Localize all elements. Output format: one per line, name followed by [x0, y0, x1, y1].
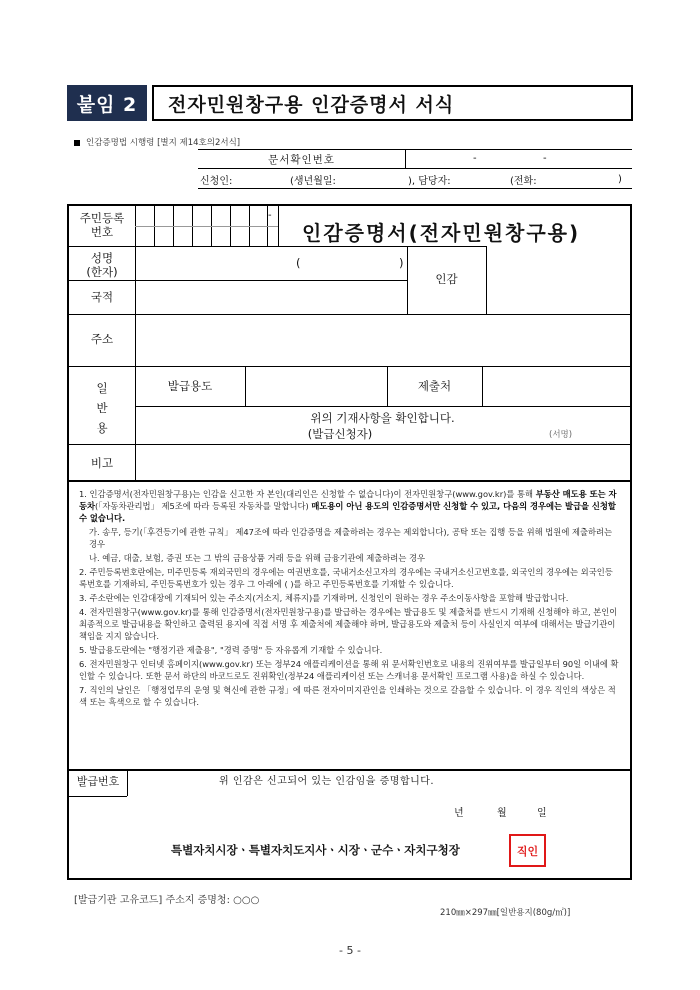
certification-section: [67, 770, 632, 880]
nationality-label: 국적: [90, 290, 114, 304]
note-4: 4. 전자민원창구(www.gov.kr)를 통해 인감증명서(전자민원창구용)를 발급하는 경우에는 발급용도 및 제출처를 반드시 기재해 신청해야 하고, 본인이 최종적으로 발급내용을 확인하고 출력된 용지에 직접 서명 후 제출처에 제출해야 하며, 발급용도와 제출처 등이 사실인지 여부에 대해서는 발급기관이 책임을 지지 않습니다.: [79, 607, 618, 642]
staff-label: ), 담당자:: [408, 175, 451, 187]
certificate-form: [67, 204, 632, 482]
general-use-label: 일 반 용: [96, 381, 108, 436]
birth-label: (생년월일:: [290, 175, 336, 187]
note-1-na: 나. 예금, 대출, 보험, 증권 또는 그 밖의 금융상품 거래 등을 위해 금융기관에 제출하려는 경우: [89, 553, 426, 564]
doc-confirm-box: [198, 149, 632, 189]
certificate-title: 인감증명서(전자민원창구용): [302, 221, 581, 245]
note-3: 3. 주소란에는 인감대장에 기재되어 있는 주소지(거소지, 체류지)를 기재하며, 신청인이 원하는 경우 주소이동사항을 포함해 발급합니다.: [79, 593, 569, 604]
issue-number-label: 발급번호: [76, 775, 120, 788]
purpose-label: 발급용도: [167, 379, 213, 393]
name-paren-close: ): [399, 256, 404, 270]
agency-code: [발급기관 고유코드] 주소지 증명청: ○○○: [74, 895, 260, 906]
applicant-row: [198, 169, 632, 189]
note-1-text-b: (「자동차관리법」 제5조에 따라 등록된 자동차를 말합니다): [95, 501, 312, 512]
remarks-label: 비고: [90, 456, 114, 470]
note-1: [79, 488, 620, 524]
resident-number-label: 주민등록 번호: [79, 211, 125, 240]
doc-number-dash-2: -: [543, 153, 547, 164]
note-1-bold-a: 부동산 매도용 또는 자동차: [79, 489, 617, 512]
name-paren-open: (: [296, 256, 301, 270]
date-year: 년: [454, 808, 464, 819]
note-1-text-a: 1. 인감증명서(전자민원창구용)는 인감을 신고한 자 본인(대리인은 신청할 수 없습니다)이 전자민원창구(www.gov.kr)를 통해: [79, 489, 536, 499]
issuer-title: 특별자치시장ㆍ특별자치도지사ㆍ시장ㆍ군수ㆍ자치구청장: [171, 843, 460, 857]
legal-basis: [74, 136, 240, 148]
note-1-bold-b: 매도용이 아닌 용도의 인감증명서만 신청할 수 있고, 다음의 경우에는 발급을 신청할 수 없습니다.: [79, 501, 616, 524]
page-title: 전자민원창구용 인감증명서 서식: [152, 85, 633, 121]
note-5: 5. 발급용도란에는 "행정기관 제출용", "경력 증명" 등 자유롭게 기재할 수 있습니다.: [79, 645, 383, 656]
date-day: 일: [537, 808, 547, 819]
name-label: 성명 (한자): [86, 251, 118, 280]
doc-number-label: 문서확인번호: [198, 150, 406, 169]
name-input[interactable]: [136, 247, 407, 280]
doc-number-row: [198, 150, 632, 169]
signature-placeholder[interactable]: (서명): [549, 430, 573, 440]
seal-label: 인감: [435, 272, 458, 286]
official-seal: 직인: [509, 834, 546, 867]
applicant-label: 신청인:: [200, 175, 233, 187]
note-1-ga: 가. 송무, 등기(「후견등기에 관한 규칙」 제47조에 따라 인감증명을 제출하려는 경우는 제외합니다), 공탁 또는 집행 등을 위해 법원에 제출하려는 경우: [89, 527, 613, 550]
instructions-notes: [67, 482, 632, 770]
note-7: 7. 직인의 날인은 「행정업무의 운영 및 혁신에 관한 규정」에 따른 전자이미지관인을 인쇄하는 것으로 갈음할 수 있습니다. 이 경우 직인의 색상은 적색 또는 흑색으로 할 수 있습니다.: [79, 685, 616, 708]
note-6: 6. 전자민원창구 인터넷 홈페이지(www.gov.kr) 또는 정부24 애플리케이션을 통해 위 문서확인번호로 내용의 진위여부를 발급일부터 90일 이내에 확인할 수 있습니다. 또한 문서 하단의 바코드로도 진위확인(정부24 애플리케이션 또는 스캐너용 문서확인 프로그램 사용)을 하실 수 있습니다.: [79, 659, 619, 682]
confirm-statement: 위의 기재사항을 확인합니다.: [310, 411, 455, 425]
applicant-statement: (발급신청자): [307, 427, 373, 441]
doc-number-dash-1: -: [473, 153, 477, 164]
certify-statement: 위 인감은 신고되어 있는 인감임을 증명합니다.: [219, 776, 435, 787]
square-bullet-icon: [74, 140, 80, 146]
phone-close: ): [618, 173, 622, 185]
submit-to-label: 제출처: [417, 379, 452, 393]
address-input[interactable]: [136, 315, 630, 366]
address-label: 주소: [90, 332, 114, 346]
seal-area: [487, 247, 630, 314]
page-number: - 5 -: [339, 944, 361, 957]
submit-to-input[interactable]: [483, 367, 630, 406]
paper-spec: 210㎜×297㎜[일반용지(80g/㎡)]: [440, 908, 571, 918]
phone-label: (전화:: [510, 175, 537, 187]
note-2: 2. 주민등록번호란에는, 미주민등록 재외국민의 경우에는 여권번호를, 국내거소신고자의 경우에는 국내거소신고번호를, 외국인의 경우에는 외국인등록번호를 기재하되, 주민등록번호가 있는 경우 그 아래에 ( )를 하고 주민등록번호를 기재할 수 있습니다.: [79, 567, 613, 590]
appendix-badge: 붙임 2: [67, 85, 147, 121]
legal-basis-text: 인감증명법 시행령 [별지 제14호의2서식]: [86, 138, 241, 148]
purpose-input[interactable]: [246, 367, 387, 406]
date-month: 월: [497, 808, 507, 819]
resident-number-dash: -: [268, 210, 272, 221]
